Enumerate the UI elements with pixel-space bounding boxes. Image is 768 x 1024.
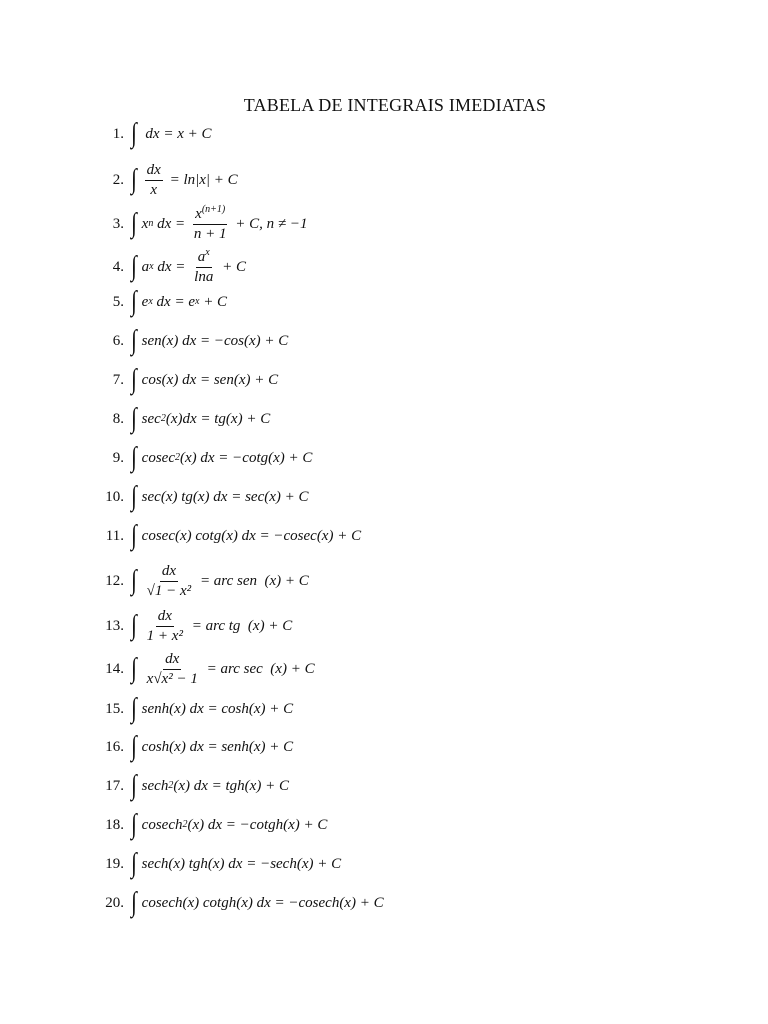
integral-formula	[142, 701, 293, 718]
formula-text: + C	[199, 293, 228, 310]
fraction-denominator: n + 1	[193, 225, 227, 242]
formula-text: sech	[141, 777, 169, 794]
formula-text: dx =	[153, 215, 189, 232]
item-number: 14.	[105, 660, 124, 677]
item-number: 3.	[112, 215, 124, 232]
fraction	[145, 563, 194, 599]
integral-sign: ∫	[130, 442, 137, 473]
formula-text: (x) dx = tgh(x) + C	[173, 777, 289, 794]
fraction-numerator	[196, 249, 212, 268]
formula-text: sec(x) tg(x) dx = sec(x) + C	[141, 488, 309, 505]
fraction	[145, 608, 185, 644]
integral-formula	[142, 563, 309, 599]
formula-text: = arc sen (x) + C	[196, 572, 309, 589]
integral-row	[0, 522, 760, 550]
formula-text: dx = x + C	[141, 125, 212, 142]
integral-row	[0, 772, 760, 800]
integral-row	[0, 811, 760, 839]
integral-row	[0, 483, 760, 511]
integral-row	[0, 206, 760, 242]
item-number: 7.	[112, 371, 124, 388]
integral-formula	[142, 856, 341, 873]
formula-text: sec	[141, 410, 161, 427]
fraction-numerator	[156, 608, 174, 627]
integral-row	[0, 288, 760, 316]
integral-sign: ∫	[130, 251, 137, 282]
item-number: 19.	[105, 855, 124, 872]
formula-text: sen(x) dx = −cos(x) + C	[141, 332, 289, 349]
integral-sign: ∫	[130, 693, 137, 724]
integral-row	[0, 733, 760, 761]
numerator-superscript: (n+1)	[201, 204, 226, 215]
item-number: 4.	[112, 258, 124, 275]
integral-row	[0, 695, 760, 723]
formula-text: x	[141, 215, 149, 232]
fraction	[192, 249, 215, 285]
integral-sign: ∫	[130, 403, 137, 434]
item-number: 9.	[112, 449, 124, 466]
integral-formula: x n dx = $\frac{x^{(n+1)}}{n + 1}$ + C, n ≠ −1	[141, 204, 308, 242]
item-number: 10.	[105, 488, 124, 505]
integral-formula: cosec 2 (x) dx = −cotg(x) + C	[141, 449, 313, 466]
formula-text: + C	[218, 258, 246, 275]
formula-text: dx =	[153, 258, 190, 275]
integral-formula: a x dx = $\frac{a^x}{\ln a}$ + C	[141, 247, 246, 285]
numerator-text: dx	[157, 608, 172, 624]
integral-formula	[142, 126, 212, 143]
integral-sign: ∫	[130, 809, 137, 840]
fraction-denominator: x	[150, 181, 158, 198]
integral-formula	[142, 651, 315, 687]
fraction-denominator: √1 − x²	[146, 582, 192, 599]
integral-row	[0, 162, 760, 198]
formula-text: cosh(x) dx = senh(x) + C	[141, 738, 294, 755]
integral-sign: ∫	[130, 286, 137, 317]
numerator-text: dx	[161, 563, 177, 579]
item-number: 12.	[105, 572, 124, 589]
formula-text: a	[141, 258, 150, 275]
integral-sign: ∫	[130, 208, 137, 239]
formula-text: dx = e	[152, 293, 195, 310]
fraction-numerator	[163, 651, 181, 670]
formula-text: (x) dx = −cotgh(x) + C	[187, 816, 328, 833]
integral-sign: ∫	[130, 520, 137, 551]
integral-sign: ∫	[130, 325, 137, 356]
integral-sign: ∫	[130, 731, 137, 762]
integral-sign: ∫	[130, 118, 137, 149]
formula-text: cosec	[141, 449, 175, 466]
integral-sign: ∫	[130, 164, 137, 195]
fraction-denominator: 1 + x²	[146, 627, 183, 644]
integral-formula: e x dx = e x + C	[141, 293, 228, 310]
item-number: 18.	[105, 816, 124, 833]
item-number: 2.	[112, 171, 124, 188]
integral-row	[0, 366, 760, 394]
integral-sign: ∫	[130, 364, 137, 395]
integral-row	[0, 850, 760, 878]
integral-formula	[142, 895, 384, 912]
integral-row	[0, 120, 760, 148]
page-title: TABELA DE INTEGRAIS IMEDIATAS	[243, 95, 547, 115]
item-number: 6.	[112, 332, 124, 349]
integral-row	[0, 563, 760, 599]
integral-formula: sec 2 (x)dx = tg(x) + C	[141, 410, 271, 427]
formula-text: sech(x) tgh(x) dx = −sech(x) + C	[141, 855, 342, 872]
fraction	[192, 206, 229, 242]
item-number: 17.	[105, 777, 124, 794]
integral-sign: ∫	[130, 610, 137, 641]
integral-formula: sech 2 (x) dx = tgh(x) + C	[141, 777, 289, 794]
integral-row	[0, 405, 760, 433]
integral-row	[0, 889, 760, 917]
integral-row	[0, 327, 760, 355]
formula-text: (x)dx = tg(x) + C	[165, 410, 271, 427]
item-number: 1.	[112, 125, 124, 142]
formula-text: cos(x) dx = sen(x) + C	[141, 371, 279, 388]
integral-row	[0, 249, 760, 285]
formula-text: cosech	[141, 816, 183, 833]
integral-formula	[142, 372, 278, 389]
formula-text: (x) dx = −cotg(x) + C	[179, 449, 313, 466]
integral-sign: ∫	[130, 770, 137, 801]
fraction-numerator	[160, 563, 178, 582]
formula-text: cosec(x) cotg(x) dx = −cosec(x) + C	[141, 527, 362, 544]
integral-row	[0, 651, 760, 687]
formula-text: + C, n ≠ −1	[231, 215, 308, 232]
fraction	[145, 651, 200, 687]
numerator-text: x	[195, 206, 202, 222]
fraction-numerator	[193, 206, 227, 225]
numerator-text: dx	[165, 651, 180, 667]
fraction-denominator: lna	[194, 268, 214, 285]
integral-row	[0, 608, 760, 644]
integral-sign: ∫	[130, 481, 137, 512]
formula-text: senh(x) dx = cosh(x) + C	[141, 700, 294, 717]
formula-text: cosech(x) cotgh(x) dx = −cosech(x) + C	[141, 894, 384, 911]
formula-text: = arc sec (x) + C	[202, 660, 315, 677]
item-number: 13.	[105, 617, 124, 634]
formula-text: = ln|x| + C	[165, 171, 238, 188]
item-number: 8.	[112, 410, 124, 427]
integral-formula	[142, 162, 238, 198]
integral-sign: ∫	[130, 565, 137, 596]
integral-formula	[142, 739, 293, 756]
fraction-numerator	[145, 162, 163, 181]
numerator-text: a	[197, 249, 206, 265]
integral-formula: cosech 2 (x) dx = −cotgh(x) + C	[141, 816, 328, 833]
numerator-superscript: x	[205, 247, 210, 258]
integral-row	[0, 444, 760, 472]
numerator-text: dx	[146, 162, 161, 178]
item-number: 5.	[112, 293, 124, 310]
item-number: 20.	[105, 894, 124, 911]
fraction-denominator: x√x² − 1	[146, 670, 198, 687]
integral-sign: ∫	[130, 848, 137, 879]
integral-formula	[142, 528, 361, 545]
item-number: 15.	[105, 700, 124, 717]
integral-formula	[142, 608, 293, 644]
item-number: 11.	[105, 527, 124, 544]
integral-sign: ∫	[130, 887, 137, 918]
integral-sign: ∫	[130, 653, 137, 684]
formula-text: = arc tg (x) + C	[187, 617, 293, 634]
formula-text: e	[141, 293, 149, 310]
item-number: 16.	[105, 738, 124, 755]
integral-formula	[142, 489, 309, 506]
integral-formula	[142, 333, 289, 350]
fraction	[145, 162, 163, 198]
